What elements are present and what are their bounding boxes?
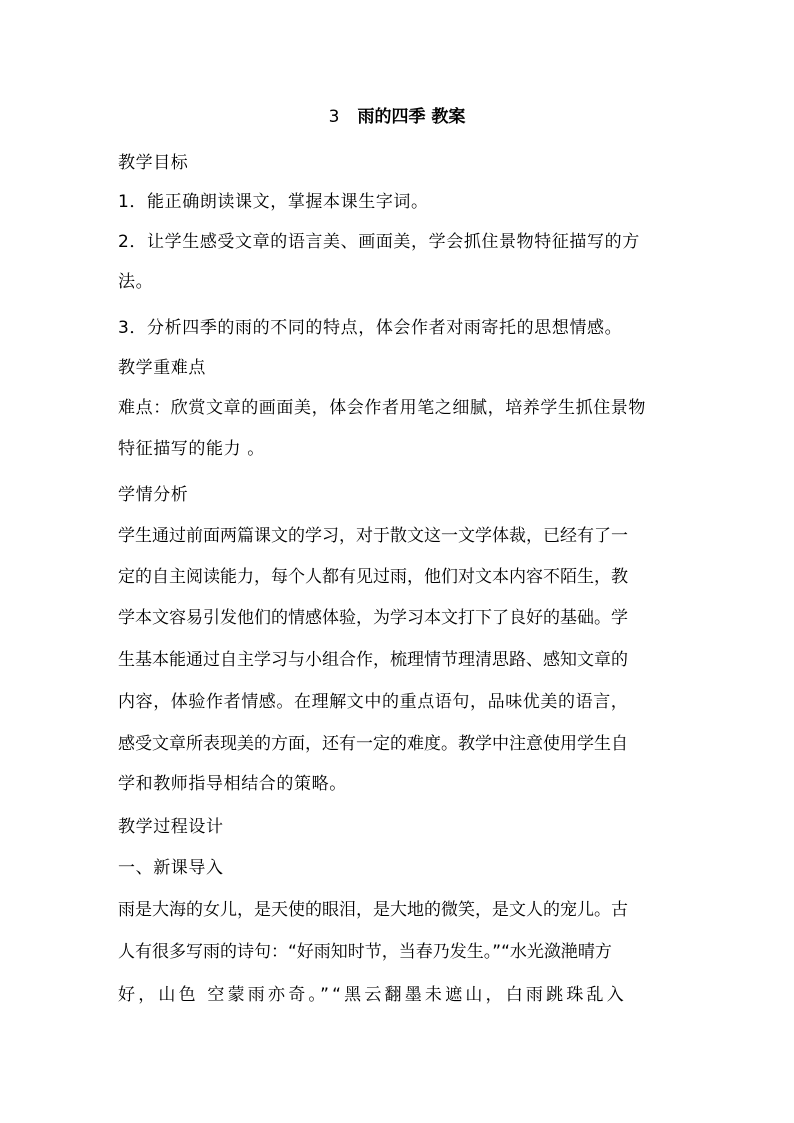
analysis-line-6: 感受文章所表现美的方面，还有一定的难度。教学中注意使用学生自 — [118, 734, 628, 754]
heading-new-lesson-intro: 一、新课导入 — [118, 858, 224, 878]
heading-teaching-goals: 教学目标 — [118, 153, 189, 173]
heading-key-difficulties: 教学重难点 — [118, 358, 206, 378]
analysis-line-4: 生基本能通过自主学习与小组合作，梳理情节理清思路、感知文章的 — [118, 650, 628, 670]
analysis-line-3: 学本文容易引发他们的情感体验，为学习本文打下了良好的基础。学 — [118, 608, 628, 628]
analysis-line-1: 学生通过前面两篇课文的学习，对于散文这一文学体裁，已经有了一 — [118, 526, 628, 546]
analysis-line-7: 学和教师指导相结合的策略。 — [118, 774, 347, 794]
intro-line-1: 雨是大海的女儿，是天使的眼泪，是大地的微笑，是文人的宠儿。古 — [118, 900, 628, 920]
page-title — [0, 105, 794, 129]
difficulty-line-1: 难点：欣赏文章的画面美，体会作者用笔之细腻，培养学生抓住景物 — [118, 398, 646, 418]
heading-learner-analysis: 学情分析 — [118, 485, 189, 505]
goal-1: 1．能正确朗读课文，掌握本课生字词。 — [118, 192, 429, 212]
title-text: 雨的四季 教案 — [357, 107, 466, 127]
intro-line-3: 好，山色 空蒙雨亦奇。”“黑云翻墨未遮山，白雨跳珠乱入 — [118, 985, 627, 1005]
intro-line-2: 人有很多写雨的诗句：“好雨知时节，当春乃发生。”“水光潋滟晴方 — [118, 942, 612, 962]
goal-2-line-1: 2．让学生感受文章的语言美、画面美，学会抓住景物特征描写的方 — [118, 232, 640, 252]
analysis-line-5: 内容，体验作者情感。在理解文中的重点语句，品味优美的语言， — [118, 692, 629, 712]
heading-process-design: 教学过程设计 — [118, 817, 224, 837]
difficulty-line-2: 特征描写的能力 。 — [118, 439, 265, 459]
analysis-line-2: 定的自主阅读能力，每个人都有见过雨，他们对文本内容不陌生，教 — [118, 567, 628, 587]
goal-2-line-2: 法。 — [118, 272, 154, 292]
goal-3: 3．分析四季的雨的不同的特点，体会作者对雨寄托的思想情感。 — [118, 318, 623, 338]
title-number: 3 — [328, 107, 340, 127]
